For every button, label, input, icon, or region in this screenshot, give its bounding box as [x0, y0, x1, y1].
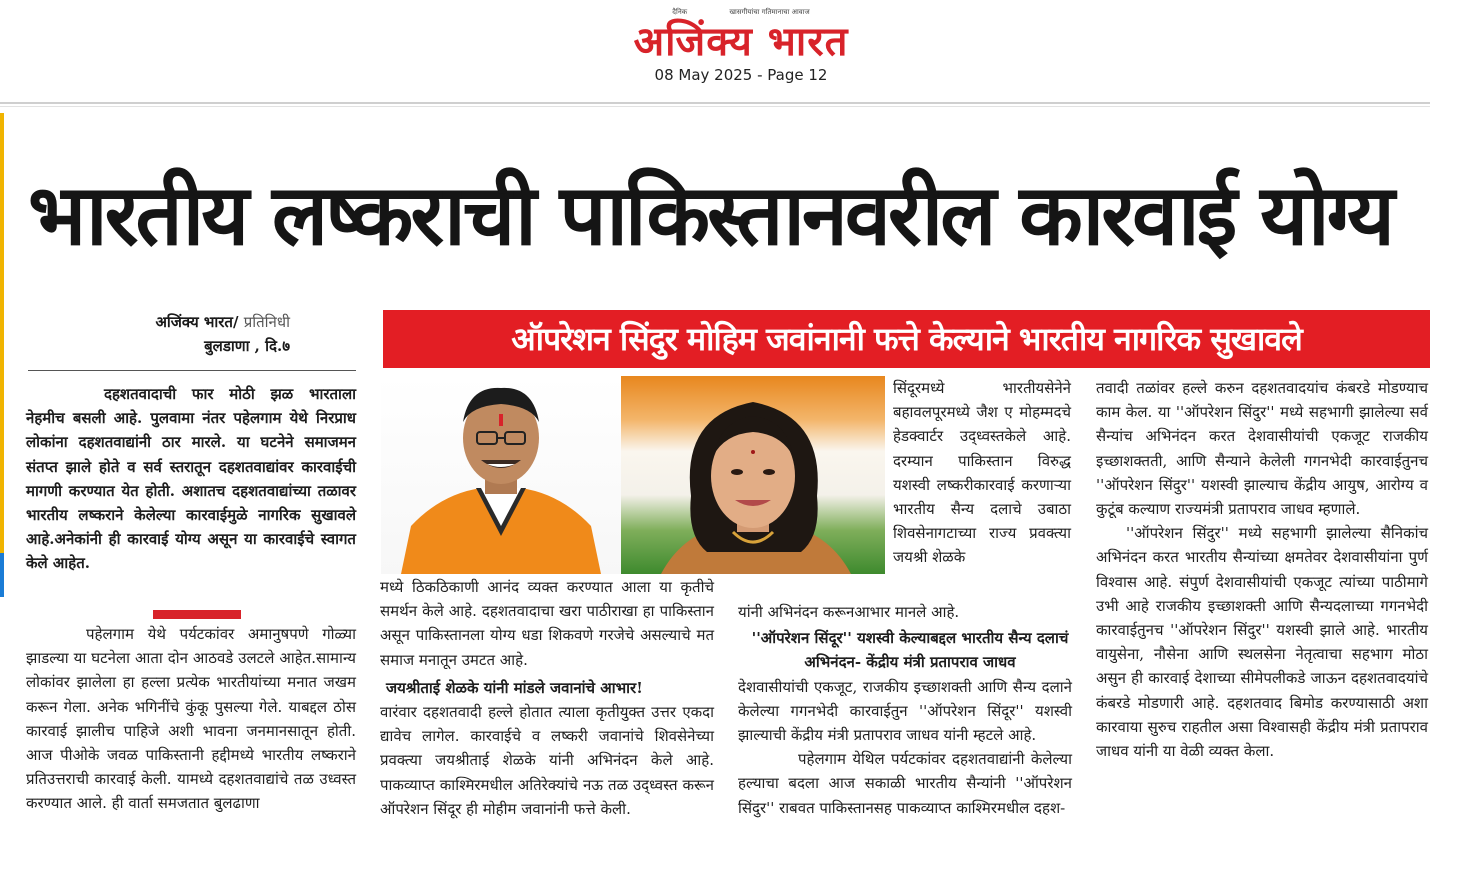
- article-headline: भारतीय लष्कराची पाकिस्तानवरील कारवाई योग्य: [28, 166, 1392, 264]
- lead-paragraph: दहशतवादाची फार मोठी झळ भारताला नेहमीच बसली आहे. पुलवामा नंतर पहेलगाम येथे निरप्राध लोकांना दहशतवाद्यांनी ठार मारले. या घटनेने समाजमन संतप्त झाले होते व सर्व स्तरातून दहशतवाद्यांवर कारवाईची मागणी करण्यात येत होती. अशातच दहशतवाद्यांच्या तळावर भारतीय लष्कराने केलेल्या कारवाईमुळे नागरिक सुखावले आहे.अनेकांनी ही कारवाई योग्य असून या कारवाईचे स्वागत केले आहेत.: [26, 385, 356, 573]
- column-3-paragraph: देशवासीयांची एकजूट, राजकीय इच्छाशक्ती आणि सैन्य दलाने केलेल्या गगनभेदी कारवाईतुन ''ऑपरेशन सिंदूर'' यशस्वी झाल्याची केंद्रीय मंत्री प्रतापराव जाधव यांनी म्हटले आहे.: [738, 677, 1072, 745]
- newspaper-logo[interactable]: अजिंक्य भारत: [633, 19, 849, 65]
- subheadline-band: ऑपरेशन सिंदुर मोहिम जवांनानी फत्ते केल्याने भारतीय नागरिक सुखावले: [383, 310, 1430, 368]
- column-3-top-paragraph: सिंदूरमध्ये भारतीयसेनेने बहावलपूरमध्ये जैश ए मोहम्मदचे हेडक्वार्टर उद्ध्वस्तकेले आहे. दरम्यान पाकिस्तान विरुद्ध यशस्वी लष्करीकारवाई करणाऱ्या भारतीय सैन्य दलाचे उबाठा शिवसेनागटाच्या राज्य प्रवक्त्या जयश्री शेळके: [893, 379, 1071, 567]
- column-3-subheading: ''ऑपरेशन सिंदूर'' यशस्वी केल्याबद्दल भारतीय सैन्य दलाचं अभिनंदन- केंद्रीय मंत्री प्रतापराव जाधव: [751, 629, 1069, 672]
- edition-date-page: 08 May 2025 - Page 12: [654, 66, 828, 84]
- column-2-paragraph: मध्ये ठिकठिकाणी आनंद व्यक्त करण्यात आला या कृतीचे समर्थन केले आहे. दहशतवादाचा खरा पाठीराखा हा पाकिस्तान असून पाकिस्तानला योग्य धडा शिकवणे गरजेचे असल्याचे मत समाज मनातून उमटत आहे.: [380, 578, 714, 669]
- column-4: [1096, 376, 1428, 763]
- byline-place-date: बुलडाणा , दि.७: [204, 337, 290, 355]
- photo-spokesperson: [621, 376, 885, 574]
- tagline-left: दैनिक: [672, 8, 688, 16]
- column-2-subheading: जयश्रीताई शेळके यांनी मांडले जवानांचे आभार!: [386, 678, 643, 697]
- page-edge-marker: [0, 553, 4, 597]
- section-marker: [153, 610, 241, 619]
- byline-role: प्रतिनिधी: [243, 313, 290, 331]
- page-edge-accent: [0, 113, 4, 553]
- column-2: [380, 575, 714, 821]
- minister-portrait: [381, 376, 621, 574]
- column-1-paragraph: पहेलगाम येथे पर्यटकांवर अमानुषपणे गोळ्या झाडल्या या घटनेला आता दोन आठवडे उलटले आहेत.सामान्य लोकांवर झालेला हा हल्ला प्रत्येक भारतीयांच्या मनात जखम करून गेला. अनेक भगिनींचे कुंकू पुसल्या गेले. याबद्दल ठोस कारवाई झालीच पाहिजे अशी भावना जनमानसातून होती. आज पीओके जवळ पाकिस्तानी हद्दीमध्ये भारतीय लष्कराने प्रतिउत्तराची कारवाई केली. यामध्ये दहशतवाद्यांचे तळ उध्वस्त करण्यात आले. ही वार्ता समजतात बुलढाणा: [26, 625, 356, 813]
- byline-divider: [28, 370, 356, 371]
- tagline-right: खासगीयांचा गतिमानाचा आवाज: [729, 8, 810, 16]
- spokesperson-portrait: [621, 376, 885, 574]
- column-4-paragraph-2: ''ऑपरेशन सिंदुर'' मध्ये सहभागी झालेल्या सैनिकांच अभिनंदन करत भारतीय सैन्यांच्या क्षमतेवर देशवासीयांना पुर्ण विश्वास आहे. संपुर्ण देशवासीयांची एकजूट त्यांच्या पाठीमागे उभी आहे राजकीय इच्छाशक्ती आणि सैन्यदलाच्या गगनभेदी कारवाईतुनच ''ऑपरेशन सिंदुर'' यशस्वी झाले आहे. भारतीय वायुसेना, नौसेना आणि स्थलसेना नेतृत्वाचा सहभाग मोठा असुन ही कारवाई देशाच्या सीमेपलीकडे जाऊन दहशतवादयांचे कंबरडे मोडणारी आहे. दहशतवाद बिमोड करण्यासाठी अशा कारवाया सुरुच राहतील असा विश्वासही केंद्रीय मंत्री प्रतापराव जाधव यांनी या वेळी व्यक्त केला.: [1096, 524, 1428, 761]
- column-3-paragraph-2: पहेलगाम येथिल पर्यटकांवर दहशतवाद्यांनी केलेल्या हल्याचा बदला आज सकाळी भारतीय सैन्यांनी ''ऑपरेशन सिंदुर'' राबवत पाकिस्तानसह पाकव्याप्त काश्मिरमधील दहश-: [738, 750, 1072, 817]
- byline-paper: अजिंक्य भारत/: [155, 313, 239, 331]
- masthead: [0, 0, 1482, 104]
- column-1: [26, 622, 356, 816]
- column-3-continued: यांनी अभिनंदन करूनआभार मानले आहे.: [738, 603, 960, 621]
- column-3-top: [893, 376, 1071, 570]
- column-2-paragraph-2: वारंवार दहशतवादी हल्ले होतात त्याला कृतीयुक्त उत्तर एकदा द्यावेच लागेल. कारवाईचे व लष्करी जवानांचे शिवसेनेच्या प्रवक्त्या जयश्रीताई शेळके यांनी अभिनंदन केले आहे. पाकव्याप्त काश्मिरमधील अतिरेक्यांचे नऊ तळ उद्ध्वस्त करून ऑपरेशन सिंदूर ही मोहीम जवानांनी फत्ते केली.: [380, 703, 714, 818]
- column-4-paragraph: तवादी तळांवर हल्ले करुन दहशतवादयांच कंबरडे मोडण्याच काम केल. या ''ऑपरेशन सिंदुर'' मध्ये सहभागी झालेल्या सर्व सैन्यांच अभिनंदन करत देशवासीयांची एकजूट राजकीय इच्छाशक्तती, आणि सैन्याने केलेली गगनभेदी कारवाईतुनच ''ऑपरेशन सिंदुर'' यशस्वी झाल्याच केंद्रीय आयुष, आरोग्य व कुटूंब कल्याण राज्यमंत्री प्रतापराव जाधव म्हणाले.: [1096, 379, 1428, 519]
- masthead-divider-thin: [0, 106, 1430, 107]
- byline: [80, 310, 290, 358]
- photo-minister: [381, 376, 621, 574]
- column-3: [738, 600, 1072, 820]
- masthead-divider: [0, 102, 1430, 104]
- article-lead: [26, 382, 356, 576]
